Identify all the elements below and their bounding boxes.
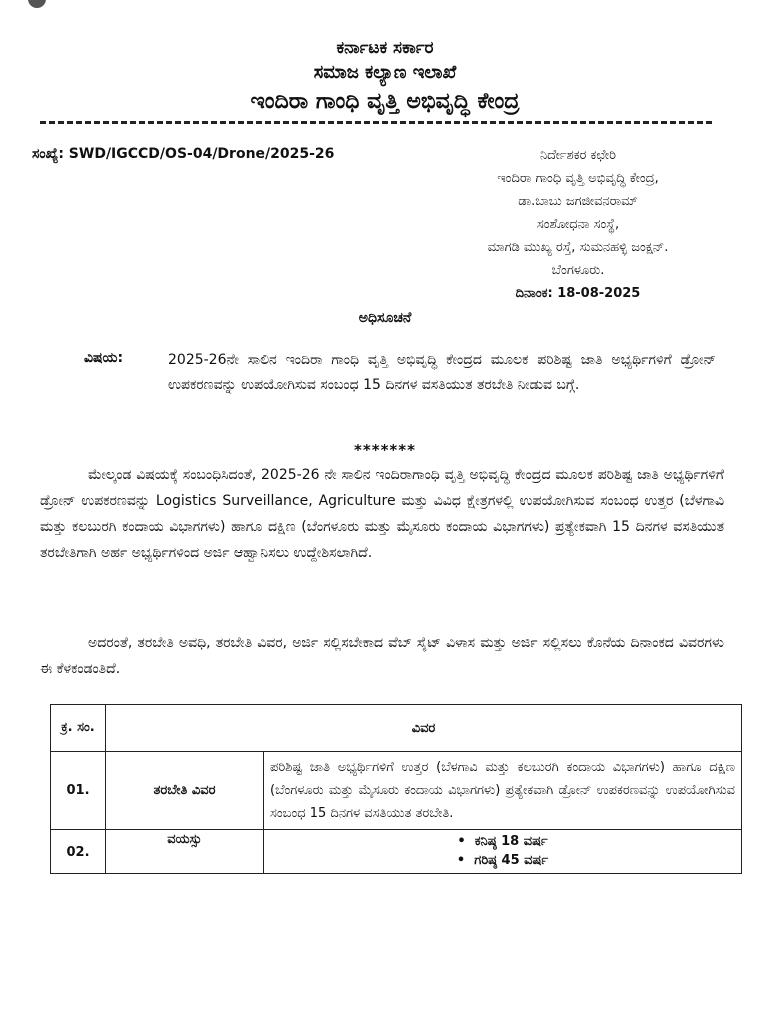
corner-dot: [28, 0, 46, 8]
office-line: ಇಂದಿರಾ ಗಾಂಧಿ ವೃತ್ತಿ ಅಭಿವೃದ್ಧಿ ಕೇಂದ್ರ,: [497, 171, 659, 186]
header-serial-no: ಕ್ರ. ಸಂ.: [51, 705, 106, 752]
subject-text: 2025-26ನೇ ಸಾಲಿನ ಇಂದಿರಾ ಗಾಂಧಿ ವೃತ್ತಿ ಅಭಿವೃದ್ಧಿ ಕೇಂದ್ರದ ಮೂಲಕ ಪರಿಶಿಷ್ಟ ಜಾತಿ ಅಭ್ಯರ್ಥಿಗಳಿಗೆ ಡ್ರೋನ್ ಉಪಕರಣವನ್ನು ಉಪಯೋಗಿಸುವ ಸಂಬಂಧ 15 ದಿನಗಳ ವಸತಿಯುತ ತರಬೇತಿ ನೀಡುವ ಬಗ್ಗೆ.: [168, 352, 716, 393]
row-number: 01.: [51, 752, 106, 830]
row-description: [264, 830, 742, 874]
row-label: ವಯಸ್ಸು: [106, 830, 264, 874]
reference-value: SWD/IGCCD/OS-04/Drone/2025-26: [68, 146, 335, 162]
age-list: [265, 832, 740, 870]
letterhead: [0, 36, 770, 118]
reference-number: [32, 146, 334, 162]
body-paragraph: ಮೇಲ್ಕಂಡ ವಿಷಯಕ್ಕೆ ಸಂಬಂಧಿಸಿದಂತೆ, 2025-26 ನೇ ಸಾಲಿನ ಇಂದಿರಾಗಾಂಧಿ ವೃತ್ತಿ ಅಭಿವೃದ್ಧಿ ಕೇಂದ್ರದ ಮೂಲಕ ಪರಿಶಿಷ್ಟ ಜಾತಿ ಅಭ್ಯರ್ಥಿಗಳಿಗೆ ಡ್ರೋನ್ ಉಪಕರಣವನ್ನು Logistics Surveillance, Agriculture ಮತ್ತು ವಿವಿಧ ಕ್ಷೇತ್ರಗಳಲ್ಲಿ ಉಪಯೋಗಿಸುವ ಸಂಬಂಧ ಉತ್ತರ (ಬೆಳಗಾವಿ ಮತ್ತು ಕಲಬುರಗಿ ಕಂದಾಯ ವಿಭಾಗಗಳು) ಹಾಗೂ ದಕ್ಷಿಣ (ಬೆಂಗಳೂರು ಮತ್ತು ಮೈಸೂರು ಕಂದಾಯ ವಿಭಾಗಗಳು) ಪ್ರತ್ಯೇಕವಾಗಿ 15 ದಿನಗಳ ವಸತಿಯುತ ತರಬೇತಿಗಾಗಿ ಅರ್ಹ ಅಭ್ಯರ್ಥಿಗಳಿಂದ ಅರ್ಜಿ ಆಹ್ವಾನಿಸಲು ಉದ್ದೇಶಿಸಲಾಗಿದೆ.: [40, 467, 724, 561]
reference-label: ಸಂಖ್ಯೆ:: [32, 146, 64, 162]
office-line: ಡಾ.ಬಾಬು ಜಗಜೀವನರಾಮ್: [518, 194, 638, 209]
office-line: ನಿರ್ದೇಶಕರ ಕಛೇರಿ: [539, 148, 617, 163]
header-detail: ವಿವರ: [106, 705, 742, 752]
office-line: ಬೆಂಗಳೂರು.: [551, 263, 605, 278]
row-label: ತರಬೇತಿ ವಿವರ: [106, 752, 264, 830]
details-table: [50, 704, 742, 874]
office-address: [418, 144, 738, 305]
government-name: ಕರ್ನಾಟಕ ಸರ್ಕಾರ: [336, 38, 434, 58]
row-number: 02.: [51, 830, 106, 874]
row-description: ಪರಿಶಿಷ್ಟ ಜಾತಿ ಅಭ್ಯರ್ಥಿಗಳಿಗೆ ಉತ್ತರ (ಬೆಳಗಾವಿ ಮತ್ತು ಕಲಬುರಗಿ ಕಂದಾಯ ವಿಭಾಗಗಳು) ಹಾಗೂ ದಕ್ಷಿಣ (ಬೆಂಗಳೂರು ಮತ್ತು ಮೈಸೂರು ಕಂದಾಯ ವಿಭಾಗಗಳು) ಪ್ರತ್ಯೇಕವಾಗಿ ಡ್ರೋನ್ ಉಪಕರಣವನ್ನು ಉಪಯೋಗಿಸುವ ಸಂಬಂಧ 15 ದಿನಗಳ ವಸತಿಯುತ ತರಬೇತಿ.: [264, 752, 742, 830]
department-name: ಸಮಾಜ ಕಲ್ಯಾಣ ಇಲಾಖೆ: [313, 62, 457, 83]
header-divider: [40, 121, 712, 124]
office-line: ಸಂಶೋಧನಾ ಸಂಸ್ಥೆ,: [536, 217, 620, 232]
list-item: • ಕನಿಷ್ಠ 18 ವರ್ಷ: [265, 832, 740, 851]
body-paragraph: ಅದರಂತೆ, ತರಬೇತಿ ಅವಧಿ, ತರಬೇತಿ ವಿವರ, ಅರ್ಜಿ ಸಲ್ಲಿಸಬೇಕಾದ ವೆಬ್ ಸೈಟ್ ವಿಳಾಸ ಮತ್ತು ಅರ್ಜಿ ಸಲ್ಲಿಸಲು ಕೊನೆಯ ದಿನಾಂಕದ ವಿವರಗಳು ಈ ಕೆಳಕಂಡಂತಿದೆ.: [40, 635, 724, 677]
list-item: • ಗರಿಷ್ಠ 45 ವರ್ಷ: [265, 851, 740, 870]
office-line: ಮಾಗಡಿ ಮುಖ್ಯ ರಸ್ತೆ, ಸುಮನಹಳ್ಳಿ ಜಂಕ್ಷನ್.: [487, 240, 669, 255]
subject-label: ವಿಷಯ:: [84, 350, 124, 366]
separator: *******: [354, 441, 416, 459]
table-row: [51, 830, 742, 874]
table-row: [51, 752, 742, 830]
centre-name: ಇಂದಿರಾ ಗಾಂಧಿ ವೃತ್ತಿ ಅಭಿವೃದ್ಧಿ ಕೇಂದ್ರ: [250, 89, 520, 114]
table-header-row: [51, 705, 742, 752]
notice-title: ಅಧಿಸೂಚನೆ: [358, 310, 412, 326]
notice-date: ದಿನಾಂಕ: 18-08-2025: [515, 286, 641, 301]
